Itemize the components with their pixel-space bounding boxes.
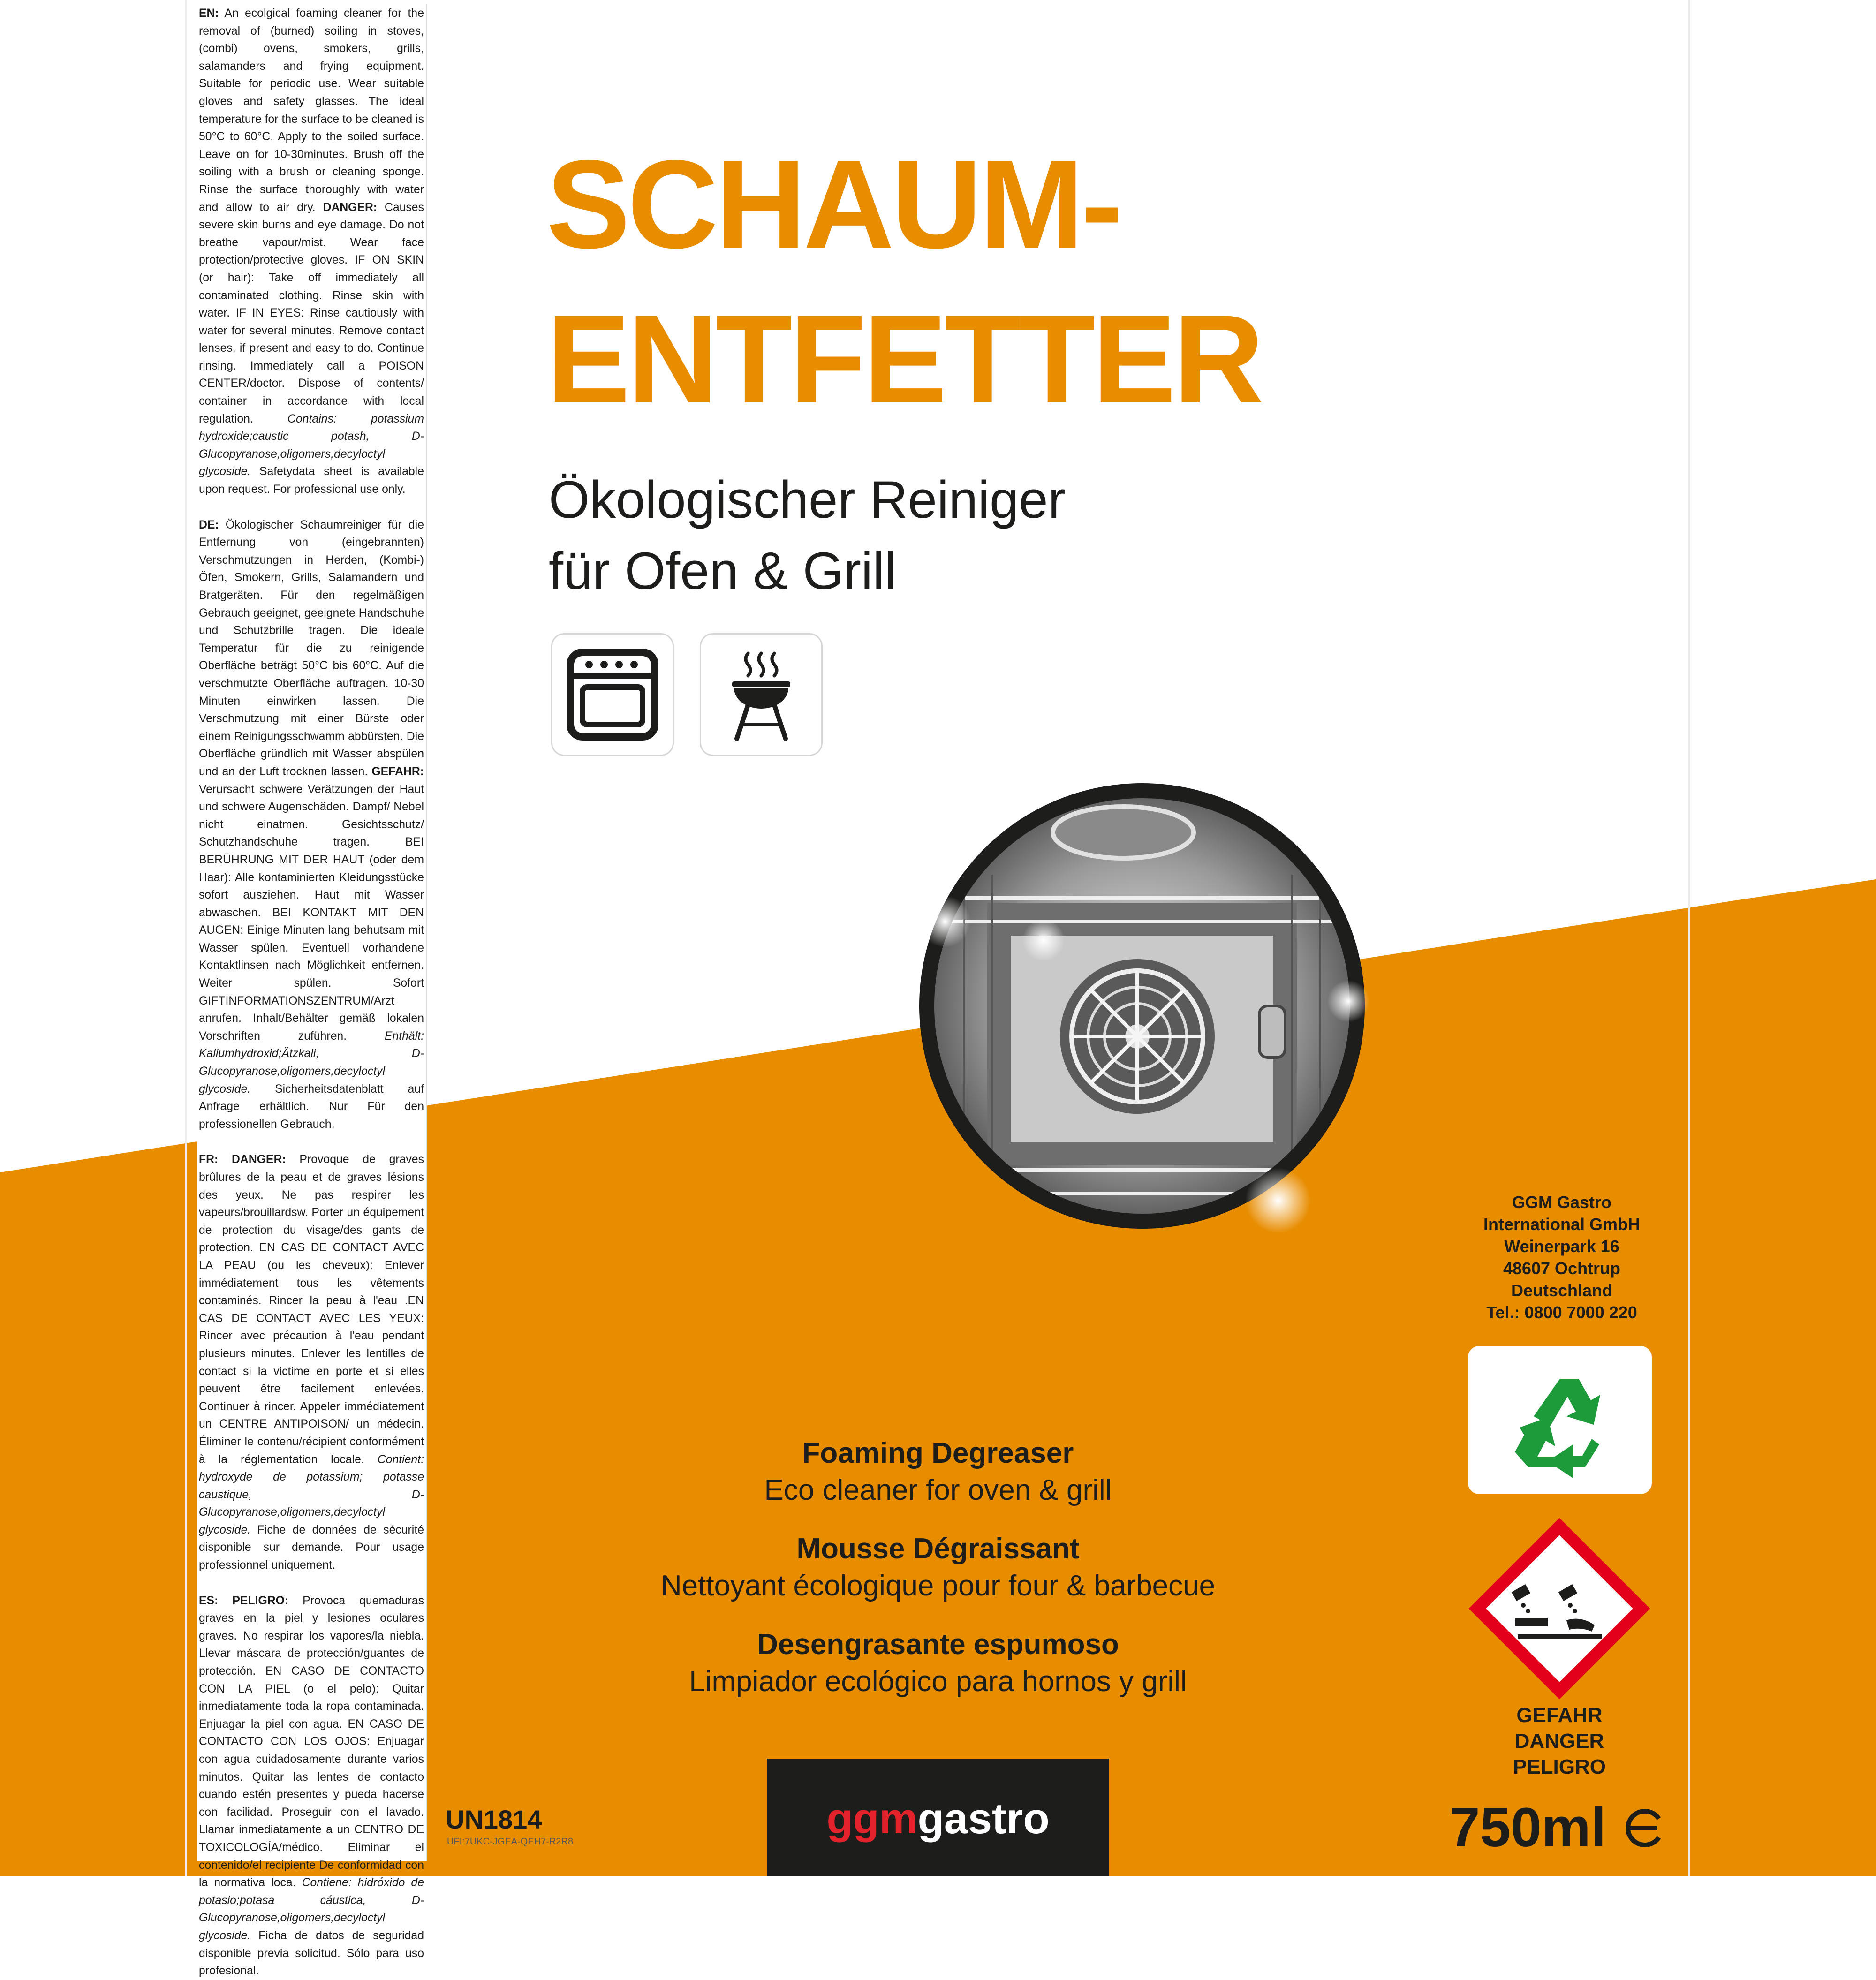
translation-desc-fr: Nettoyant écologique pour four & barbecue — [660, 1570, 1216, 1602]
instr-contents: Contains: potassium hydroxide;caustic potash, D-Glucopyranose,oligomers,decyloctyl glycoside. — [199, 412, 424, 478]
instr-text: Safetydata sheet is available upon request. For professional use only. — [199, 465, 424, 496]
volume: 750ml — [1449, 1797, 1606, 1859]
instr-label: DE: — [199, 518, 219, 531]
label-left-edge — [185, 0, 187, 1876]
instr-label: EN: — [199, 7, 219, 20]
instructions-en — [199, 5, 424, 499]
instr-text: Sicherheitsdatenblatt auf Anfrage erhältlich. Nur Für den professionellen Gebrauch. — [199, 1082, 424, 1131]
estimated-sign-icon — [1620, 1805, 1667, 1852]
instr-label: DANGER: — [323, 201, 378, 214]
instr-contents: Contient: hydroxyde de potassium; potasse caustique, D-Glucopyranose,oligomers,decyloctyl glycoside. — [199, 1453, 424, 1536]
signal-word-es: PELIGRO — [1513, 1755, 1606, 1778]
brand-logo — [767, 1759, 1109, 1876]
instr-text: Ökologischer Schaumreiniger für die Entfernung von (eingebrannten) Verschmutzungen in Herden, (Kombi-) Öfen, Smokern, Grills, Salamandern und Bratgeräten. Für den regelmäßigen Gebrauch geeignet, geeignete Handschuhe und Schutzbrille tragen. Die ideale Temperatur für die zu reinigende Oberfläche beträgt 50°C bis 60°C. Auf die verschmutzte Oberfläche auftragen. 10-30 Minuten einwirken lassen. Die Verschmutzung mit einer Bürste oder einem Reinigungsschwamm abbürsten. Die Oberfläche gründlich mit Wasser abspülen und an der Luft trocknen lassen. — [199, 518, 424, 778]
translation-name-en: Foaming Degreaser — [802, 1437, 1074, 1469]
brand-part-red: ggm — [826, 1795, 918, 1843]
translation-desc-es: Limpiador ecológico para hornos y grill — [689, 1665, 1187, 1698]
brand-part-white: gastro — [917, 1795, 1050, 1843]
company-line: 48607 Ochtrup — [1503, 1259, 1621, 1278]
grill-icon-tile — [700, 633, 823, 756]
title-line-2: ENTFETTER — [546, 288, 1262, 429]
product-title — [546, 127, 1261, 436]
corrosive-hazard-icon — [1473, 1522, 1646, 1695]
un-number: UN1814 — [446, 1805, 542, 1834]
translation-name-es: Desengrasante espumoso — [757, 1628, 1119, 1661]
product-subtitle — [549, 464, 1066, 607]
instr-text: Ficha de datos de seguridad disponible previa solicitud. Sólo para uso profesional. — [199, 1929, 424, 1978]
signal-word-de: GEFAHR — [1516, 1704, 1603, 1727]
signal-words — [1468, 1702, 1651, 1780]
oven-interior-photo — [917, 781, 1367, 1231]
instructions-es — [199, 1592, 424, 1980]
grill-icon — [701, 635, 821, 755]
instr-contents: Contiene: hidróxido de potasio;potasa cáustica, D-Glucopyranose,oligomers,decyloctyl glycoside. — [199, 1876, 424, 1942]
company-line: Deutschland — [1511, 1281, 1613, 1300]
instructions-fr — [199, 1151, 424, 1574]
recycle-icon — [1468, 1346, 1652, 1494]
signal-word-en: DANGER — [1514, 1730, 1604, 1753]
company-phone: Tel.: 0800 7000 220 — [1486, 1303, 1637, 1322]
instr-text: Verursacht schwere Verätzungen der Haut und schwere Augenschäden. Dampf/ Nebel nicht einatmen. Gesichtsschutz/ Schutzhandschuhe tragen. BEI BERÜHRUNG MIT DER HAUT (oder dem Haar): Alle kontaminierten Kleidungsstücke sofort ausziehen. Haut mit Wasser abwaschen. BEI KONTAKT MIT DEN AUGEN: Einige Minuten lang behutsam mit Wasser spülen. Eventuell vorhandene Kontaktlinsen nach Möglichkeit entfernen. Weiter spülen. Sofort GIFTINFORMATIONSZENTRUM/Arzt anrufen. Inhalt/Behälter gemäß lokalen Vorschriften zuführen. — [199, 783, 424, 1043]
instr-label: FR: DANGER: — [199, 1153, 286, 1166]
translation-desc-en: Eco cleaner for oven & grill — [764, 1474, 1112, 1506]
title-line-1: SCHAUM- — [546, 134, 1120, 274]
translation-name-fr: Mousse Dégraissant — [796, 1533, 1080, 1565]
instructions-de — [199, 516, 424, 1134]
instr-text: Causes severe skin burns and eye damage. Do not breathe vapour/mist. Wear face protection/protective gloves. IF ON SKIN (or hair): Take off immediately all contaminated clothing. Rinse skin with water. IF IN EYES: Rinse cautiously with water for several minutes. Remove contact lenses, if present and easy to do. Continue rinsing. Immediately call a POISON CENTER/doctor. Dispose of contents/ container in accordance with local regulation. — [199, 201, 424, 425]
company-line: International GmbH — [1483, 1215, 1641, 1234]
translations — [563, 1435, 1313, 1722]
recycle-tile — [1468, 1346, 1652, 1494]
instr-text: Provoque de graves brûlures de la peau et de graves lésions des yeux. Ne pas respirer les vapeurs/brouillardsw. Porter un équipement de protection du visage/des gants de protection. EN CAS DE CONTACT AVEC LA PEAU (ou les cheveux): Enlever immédiatement tous les vêtements contaminés. Rincer la peau à l'eau .EN CAS DE CONTACT AVEC LES YEUX: Rincer avec précaution à l'eau pendant plusieurs minutes. Enlever les lentilles de contact si la victime en porte et si elles peuvent être facilement enlevées. Continuer à rincer. Appeler immédiatement un CENTRE ANTIPOISON/ un médecin. Éliminer le contenu/récipient conformément à la réglementation locale. — [199, 1153, 424, 1466]
subtitle-line-1: Ökologischer Reiniger — [549, 470, 1066, 529]
oven-icon-tile — [551, 633, 674, 756]
label-right-edge — [1688, 0, 1690, 1876]
instr-text: An ecolgical foaming cleaner for the removal of (burned) soiling in stoves, (combi) ovens, smokers, grills, salamanders and frying equipment. Suitable for periodic use. Wear suitable gloves and safety glasses. The ideal temperature for the surface to be cleaned is 50°C to 60°C. Apply to the soiled surface. Leave on for 10-30minutes. Brush off the soiling with a brush or cleaning sponge. Rinse the surface thoroughly with water and allow to air dry. — [199, 7, 424, 214]
instr-text: Fiche de données de sécurité disponible sur demande. Pour usage professionnel uniquement. — [199, 1523, 424, 1572]
brand-wordmark — [767, 1795, 1109, 1842]
instr-label: GEFAHR: — [371, 765, 424, 778]
subtitle-line-2: für Ofen & Grill — [549, 542, 896, 600]
ufi-code: UFI:7UKC-JGEA-QEH7-R2R8 — [447, 1836, 573, 1847]
company-line: Weinerpark 16 — [1504, 1237, 1619, 1256]
instructions-column — [197, 4, 427, 1978]
instr-contents: Enthält: Kaliumhydroxid;Ätzkali, D-Glucopyranose,oligomers,decyloctyl glycoside. — [199, 1029, 424, 1096]
oven-icon — [552, 635, 673, 755]
instr-text: Provoca quemaduras graves en la piel y lesiones oculares graves. No respirar los vapores/la niebla. Llevar máscara de protección/guantes de protección. EN CASO DE CONTACTO CON LA PIEL (o el pelo): Quitar inmediatamente toda la ropa contaminada. Enjuagar la piel con agua. EN CASO DE CONTACTO CON LOS OJOS: Enjuagar con agua cuidadosamente durante varios minutos. Quitar las lentes de contacto cuando estén presentes y pueda hacerse con facilidad. Proseguir con el lavado. Llamar inmediatamente a un CENTRO DE TOXICOLOGÍA/médico. Eliminar el contenido/el recipiente De conformidad con la normativa loca. — [199, 1594, 424, 1889]
company-line: GGM Gastro — [1512, 1193, 1612, 1212]
company-address — [1445, 1191, 1679, 1323]
instr-label: ES: PELIGRO: — [199, 1594, 289, 1607]
